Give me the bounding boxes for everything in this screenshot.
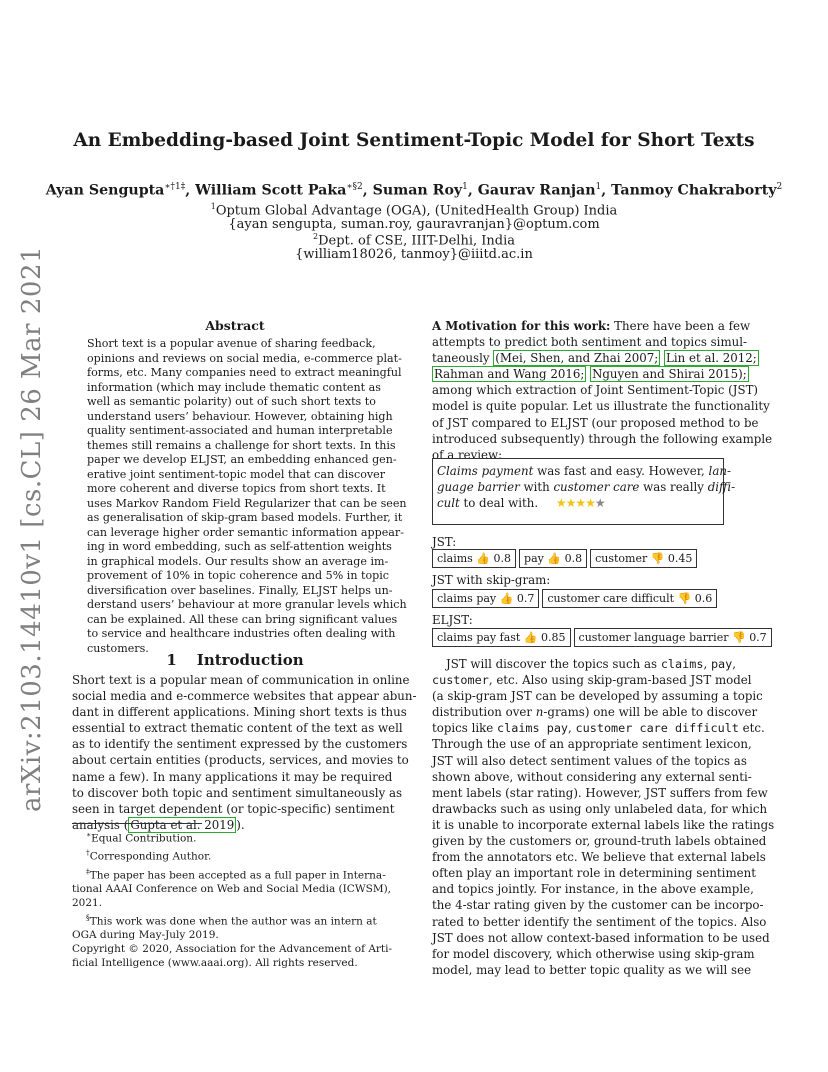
text-line: ment labels (star rating). However, JST suffers from few <box>432 785 768 800</box>
text-line: for model discovery, which otherwise using skip-gram <box>432 946 755 961</box>
text-fragment: topics like <box>432 721 498 736</box>
text-fragment: was really <box>639 480 708 494</box>
copyright-text: ficial Intelligence (www.aaai.org). All rights reserved. <box>72 957 358 970</box>
topic-pill <box>519 549 587 568</box>
affiliation-text: Dept. of CSE, IIIT-Delhi, India <box>318 233 515 249</box>
footnote-text: 2021. <box>72 897 103 910</box>
text-line: about certain entities (products, services, and movies to <box>72 753 409 768</box>
text-line: (a skip-gram JST can be developed by assuming a topic <box>432 689 763 704</box>
emails-1: {ayan sengupta, suman.roy, gauravranjan}@optum.com <box>228 217 600 232</box>
topic-text: claims pay <box>437 592 497 605</box>
text-line: given by the customers or, ground-truth labels obtained <box>432 834 767 849</box>
author-marks: 1 <box>595 182 602 192</box>
topic-pill <box>432 628 571 647</box>
footnote-mark: † <box>86 848 90 858</box>
topic-text: claims <box>437 552 473 565</box>
citation-link[interactable]: Gupta et al. 2019 <box>130 817 235 832</box>
math-symbol: n <box>535 705 544 720</box>
review-example-box <box>432 458 736 525</box>
text-fragment: etc. <box>738 721 765 736</box>
text-line: the 4-star rating given by the customer can be incorpo- <box>432 898 764 913</box>
text-line: customers. <box>87 641 149 655</box>
text-line: well as semantic polarity) out of such short texts to <box>87 395 376 408</box>
topic-text: claims pay fast <box>437 631 521 644</box>
footnote-text: OGA during May-July 2019. <box>72 929 219 942</box>
citation-link[interactable]: Rahman and Wang 2016; <box>434 367 585 382</box>
topic-pill <box>542 589 717 608</box>
aspect-term: diffi- <box>707 480 736 494</box>
section-title: Introduction <box>196 651 304 669</box>
abstract-heading: Abstract <box>205 318 265 333</box>
author-name: William Scott Paka <box>195 182 347 199</box>
text-line: of a review: <box>432 447 503 462</box>
thumbs-up-icon: 👍 <box>523 631 538 644</box>
citation-link[interactable]: (Mei, Shen, and Zhai 2007; <box>495 351 659 366</box>
jst-discussion-lines <box>432 736 775 977</box>
section-number: 1 <box>166 651 177 669</box>
topic-pill <box>432 549 516 568</box>
footnote-text: tional AAAI Conference on Web and Social Media (ICWSM), <box>72 883 392 896</box>
text-fragment: ). <box>236 817 245 832</box>
text-fragment: distribution over <box>432 705 536 720</box>
topic-score: 0.8 <box>493 552 512 565</box>
text-line: often play an important role in determining sentiment <box>432 866 756 881</box>
footnote <box>72 865 402 883</box>
text-line: to discover both topic and sentiment simultaneously as <box>72 785 403 800</box>
text-line: as to identify the sentiment expressed by the customers <box>72 737 408 752</box>
text-line: ing in word embedding, such as self-attention weights <box>87 540 392 553</box>
motivation-lead: A Motivation for this work: <box>432 319 611 333</box>
text-line: erative joint sentiment-topic model that can discover <box>87 467 386 481</box>
text-line: understand users’ behaviour. However, obtaining high <box>87 409 393 423</box>
topic-score: 0.7 <box>749 631 767 644</box>
star-icon: ★ <box>575 496 586 510</box>
text-line: themes still remains a challenge for short texts. In this <box>87 438 396 452</box>
text-fragment: , <box>568 721 576 736</box>
emails-2: {william18026, tanmoy}@iiitd.ac.in <box>295 247 533 262</box>
topic-score: 0.85 <box>541 631 566 644</box>
code-term: customer <box>432 673 489 688</box>
topic-text: customer care difficult <box>547 592 675 605</box>
text-line: information (which may include thematic content as <box>87 380 381 394</box>
arxiv-watermark: arXiv:2103.14410v1 [cs.CL] 26 Mar 2021 <box>17 245 47 813</box>
topic-score: 0.8 <box>564 552 583 565</box>
affiliation-2 <box>0 232 828 248</box>
footnote-mark: ‡ <box>86 866 90 876</box>
star-icon: ★ <box>594 496 605 510</box>
thumbs-up-icon: 👍 <box>547 552 562 565</box>
author-marks: 2 <box>776 182 783 192</box>
footnote-text: Corresponding Author. <box>89 850 212 863</box>
author-name: Suman Roy <box>372 182 463 199</box>
text-line: shown above, without considering any external senti- <box>432 769 752 784</box>
text-line: dant in different applications. Mining short texts is thus <box>72 705 407 720</box>
author-name: Gaurav Ranjan <box>477 182 596 199</box>
footnote <box>72 828 402 846</box>
footnotes <box>72 828 402 971</box>
text-line: taneously <box>432 351 494 366</box>
code-term: claims <box>660 657 704 671</box>
text-line: rated to better identify the sentiment of the topics. Also <box>432 914 767 929</box>
text-line: forms, etc. Many companies need to extract meaningful <box>87 366 402 379</box>
text-fragment: , etc. Also using skip-gram-based JST model <box>488 673 752 688</box>
topic-pill <box>432 589 539 608</box>
thumbs-up-icon: 👍 <box>499 592 514 605</box>
text-line: attempts to predict both sentiment and topics simul- <box>432 335 747 350</box>
text-line: essential to extract thematic content of the text as well <box>72 721 403 736</box>
thumbs-down-icon: 👎 <box>650 552 665 565</box>
text-line: paper we develop ELJST, an embedding enhanced gen- <box>87 453 397 466</box>
star-icon: ★ <box>585 496 595 510</box>
footnote <box>72 846 402 864</box>
aspect-term: cult <box>437 496 460 510</box>
text-line: JST will also detect sentiment values of the topics as <box>432 753 747 768</box>
topic-pill <box>574 628 772 647</box>
review-text <box>437 463 736 511</box>
text-line: derstand users’ behaviour at more granular levels which <box>87 598 407 611</box>
text-fragment: , <box>732 657 736 671</box>
eljst-topic-row <box>432 628 772 648</box>
text-line: can be explained. All these can bring significant values <box>87 612 398 626</box>
star-rating <box>556 496 605 510</box>
topic-text: pay <box>524 552 544 565</box>
affiliation-mark: 2 <box>313 232 319 241</box>
aspect-term: Claims payment <box>437 464 534 478</box>
text-line: more coherent and diverse topics from short texts. It <box>87 482 386 495</box>
text-fragment: to deal with. <box>459 496 539 510</box>
text-line: Through the use of an appropriate sentiment lexicon, <box>432 737 752 752</box>
author-list: Ayan Sengupta$^{∗\dagger 1\ddagger}$, William Scott Paka$^{∗\S 2}$, Suman Roy$^1$, Gaurav Ranjan$^1$, Tanmoy Chakraborty$^2$ <box>45 182 783 199</box>
aspect-term: guage barrier <box>437 480 520 494</box>
text-fragment: JST will discover the topics such as <box>446 657 661 671</box>
text-line: and topics jointly. For instance, in the above example, <box>432 882 754 897</box>
text-line: drawbacks such as using only unlabeled data, for which <box>432 801 768 816</box>
code-term: customer care difficult <box>575 721 739 736</box>
text-line: can leverage higher order semantic information appear- <box>87 525 404 539</box>
text-line: opinions and reviews on social media, e-commerce plat- <box>87 351 402 365</box>
text-line: model, may lead to better topic quality as we will see <box>432 962 752 977</box>
text-line: of JST compared to ELJST (our proposed method to be <box>432 415 759 430</box>
text-fragment: with <box>519 480 554 494</box>
thumbs-up-icon: 👍 <box>476 552 491 565</box>
citation-link[interactable]: Nguyen and Shirai 2015); <box>592 367 747 382</box>
text-line: JST does not allow context-based information to be used <box>432 930 770 945</box>
jst-label: JST: <box>432 535 457 549</box>
text-line: uses Markov Random Field Regularizer that can be seen <box>87 496 407 510</box>
jst-discussion-paragraph <box>432 656 775 978</box>
author-marks: 1 <box>462 182 468 192</box>
jst-topic-row <box>432 549 697 569</box>
topic-score: 0.7 <box>516 592 535 605</box>
affiliation-mark: 1 <box>210 202 216 211</box>
text-line: Short text is a popular mean of communication in online <box>72 673 410 687</box>
text-line: quality sentiment-associated and human interpretable <box>87 424 393 437</box>
author-marks: ∗†1‡ <box>164 182 186 192</box>
text-line: from the annotators etc. We believe that external labels <box>432 850 766 865</box>
text-line: introduced subsequently) through the following example <box>432 431 773 446</box>
abstract-body <box>87 337 407 656</box>
topic-score: 0.45 <box>667 552 693 565</box>
text-line: seen in target dependent (or topic-specific) sentiment <box>72 801 395 816</box>
text-line: to service and healthcare industries often dealing with <box>87 627 396 640</box>
aspect-term: customer care <box>553 480 640 494</box>
paper-title: An Embedding-based Joint Sentiment-Topic Model for Short Texts <box>73 130 755 151</box>
text-fragment: analysis ( <box>72 817 129 832</box>
text-line: name a few). In many applications it may be required <box>72 769 393 784</box>
footnote-text: Equal Contribution. <box>91 832 197 845</box>
aspect-term: lan- <box>708 464 731 478</box>
text-fragment: was fast and easy. However, <box>533 464 709 478</box>
text-line: in graphical models. Our results show an average im- <box>87 554 389 568</box>
copyright-text: Copyright © 2020, Association for the Advancement of Arti- <box>72 943 393 956</box>
footnote-text: This work was done when the author was an intern at <box>89 915 377 928</box>
footnote-text: The paper has been accepted as a full paper in Interna- <box>89 869 386 882</box>
affiliation-1 <box>0 202 828 218</box>
text-line: diversification over baselines. Finally, ELJST helps un- <box>87 583 393 597</box>
footnote <box>72 911 402 929</box>
text-line: it is unable to incorporate external labels like the ratings <box>432 817 775 832</box>
text-line: Short text is a popular avenue of sharing feedback, <box>87 337 376 350</box>
footnote-mark: ∗ <box>86 830 92 839</box>
footnote-mark: § <box>86 913 90 923</box>
affiliation-text: Optum Global Advantage (OGA), (UnitedHealth Group) India <box>215 203 618 219</box>
text-line: There have been a few <box>610 319 751 333</box>
motivation-paragraph <box>432 318 773 463</box>
text-line: as generalisation of skip-gram based models. Further, it <box>87 511 403 524</box>
author-name: Ayan Sengupta <box>45 182 165 199</box>
code-term: claims pay <box>497 721 569 736</box>
text-fragment: -grams) one will be able to discover <box>543 705 758 720</box>
text-line: model is quite popular. Let us illustrate the functionality <box>432 399 770 414</box>
eljst-label: ELJST: <box>432 613 473 627</box>
text-line: among which extraction of Joint Sentiment-Topic (JST) <box>432 383 759 398</box>
star-icon: ★ <box>555 496 566 510</box>
jst-skipgram-topic-row <box>432 589 717 609</box>
footnote-divider <box>72 823 202 824</box>
thumbs-down-icon: 👎 <box>677 592 692 605</box>
intro-body <box>72 672 417 833</box>
author-name: Tanmoy Chakraborty <box>611 182 777 199</box>
star-icon: ★ <box>565 496 576 510</box>
text-line: provement of 10% in topic coherence and 5% in topic <box>87 569 390 582</box>
citation-link[interactable]: Lin et al. 2012; <box>666 351 757 366</box>
thumbs-down-icon: 👎 <box>731 631 746 644</box>
text-fragment: , <box>703 657 711 671</box>
topic-pill <box>590 549 697 568</box>
jst-skipgram-label: JST with skip-gram: <box>432 573 551 587</box>
topic-score: 0.6 <box>694 592 713 605</box>
topic-text: customer language barrier <box>578 631 729 644</box>
text-line: social media and e-commerce websites that appear abun- <box>72 689 417 704</box>
topic-text: customer <box>595 552 648 565</box>
code-term: pay <box>710 657 733 671</box>
author-marks: ∗§2 <box>346 182 363 192</box>
section-heading <box>72 651 398 669</box>
